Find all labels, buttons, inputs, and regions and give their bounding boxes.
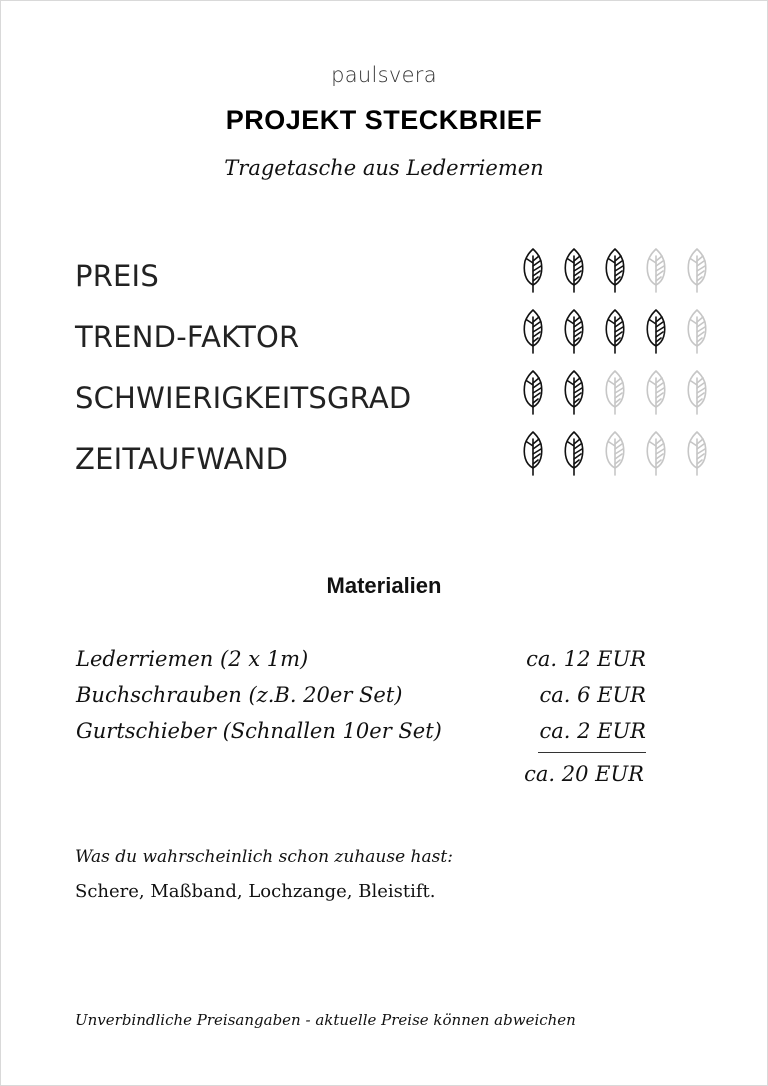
project-subtitle: Tragetasche aus Lederriemen [224,156,544,180]
feather-icon [644,369,668,415]
feather-icon [562,430,586,476]
feather-icon [562,369,586,415]
feather-icon [521,369,545,415]
material-price: ca. 12 EUR [526,647,646,671]
material-name: Gurtschieber (Schnallen 10er Set) [76,719,442,743]
brand-name: paulsvera [331,63,437,87]
feather-icon [603,247,627,293]
feather-icon [685,369,709,415]
page-title: PROJEKT STECKBRIEF [225,105,543,135]
material-name: Buchschrauben (z.B. 20er Set) [76,683,403,707]
rating-label: PREIS [75,259,159,293]
feather-icon [644,247,668,293]
feather-rating [521,430,726,476]
feather-icon [521,308,545,354]
material-price: ca. 2 EUR [539,719,646,743]
material-price: ca. 6 EUR [539,683,646,707]
rating-row-zeitaufwand [75,430,715,491]
feather-icon [562,247,586,293]
rating-label: TREND-FAKTOR [75,320,300,354]
feather-icon [644,308,668,354]
rating-row-trend-faktor [75,308,715,369]
at-home-items: Schere, Maßband, Lochzange, Bleistift. [75,881,436,902]
feather-icon [562,308,586,354]
rating-row-preis [75,247,715,308]
feather-rating [521,247,726,293]
feather-icon [685,430,709,476]
feather-icon [644,430,668,476]
materials-list [76,647,646,755]
rating-list [75,247,715,491]
price-disclaimer: Unverbindliche Preisangaben - aktuelle Preise können abweichen [75,1011,576,1029]
rating-row-schwierigkeitsgrad [75,369,715,430]
feather-rating [521,308,726,354]
feather-icon [521,430,545,476]
material-row [76,719,646,755]
material-name: Lederriemen (2 x 1m) [76,647,309,671]
feather-icon [521,247,545,293]
material-row [76,683,646,719]
rating-label: SCHWIERIGKEITSGRAD [75,381,412,415]
feather-icon [603,369,627,415]
rating-label: ZEITAUFWAND [75,442,289,476]
feather-icon [685,308,709,354]
feather-rating [521,369,726,415]
feather-icon [603,430,627,476]
material-row [76,647,646,683]
total-divider [538,752,646,753]
feather-icon [603,308,627,354]
feather-icon [685,247,709,293]
materials-heading: Materialien [326,573,442,598]
at-home-label: Was du wahrscheinlich schon zuhause hast: [75,847,453,867]
material-total: ca. 20 EUR [524,762,644,786]
